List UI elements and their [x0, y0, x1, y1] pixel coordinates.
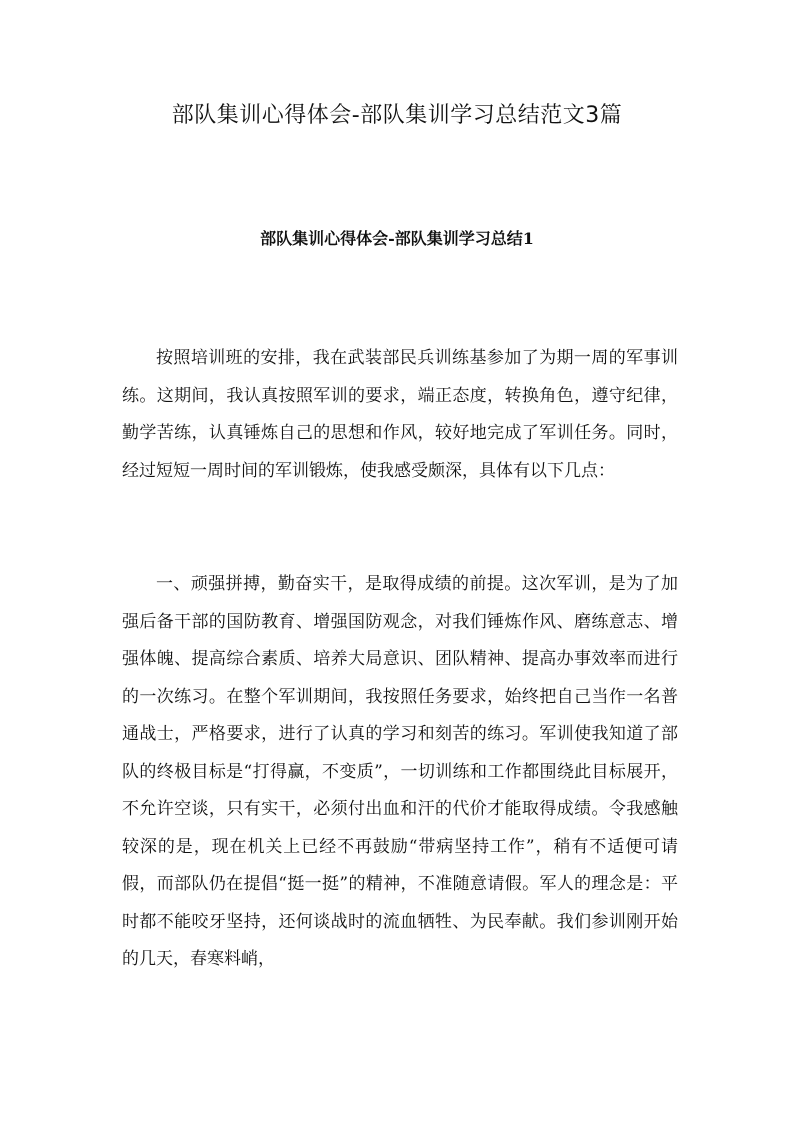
document-title: 部队集训心得体会-部队集训学习总结范文3篇	[171, 103, 623, 128]
body-paragraph-1: 按照培训班的安排，我在武装部民兵训练基参加了为期一周的军事训练。这期间，我认真按照军训的要求，端正态度，转换角色，遵守纪律，勤学苦练，认真锤炼自己的思想和作风，较好地完成了军训任务。同时，经过短短一周时间的军训锻炼，使我感受颇深，具体有以下几点：	[122, 348, 678, 481]
body-paragraph-2: 一、顽强拼搏，勤奋实干，是取得成绩的前提。这次军训，是为了加强后备干部的国防教育、增强国防观念，对我们锤炼作风、磨练意志、增强体魄、提高综合素质、培养大局意识、团队精神、提高办事效率而进行的一次练习。在整个军训期间，我按照任务要求，始终把自己当作一名普通战士，严格要求，进行了认真的学习和刻苦的练习。军训使我知道了部队的终极目标是“打得赢，不变质”，一切训练和工作都围绕此目标展开，不允许空谈，只有实干，必须付出血和汗的代价才能取得成绩。令我感触较深的是，现在机关上已经不再鼓励“带病坚持工作”，稍有不适便可请假，而部队仍在提倡“挺一挺”的精神，不准随意请假。军人的理念是：平时都不能咬牙坚持，还何谈战时的流血牺牲、为民奉献。我们参训刚开始的几天，春寒料峭，	[122, 574, 678, 969]
section-title: 部队集训心得体会-部队集训学习总结1	[260, 229, 534, 248]
